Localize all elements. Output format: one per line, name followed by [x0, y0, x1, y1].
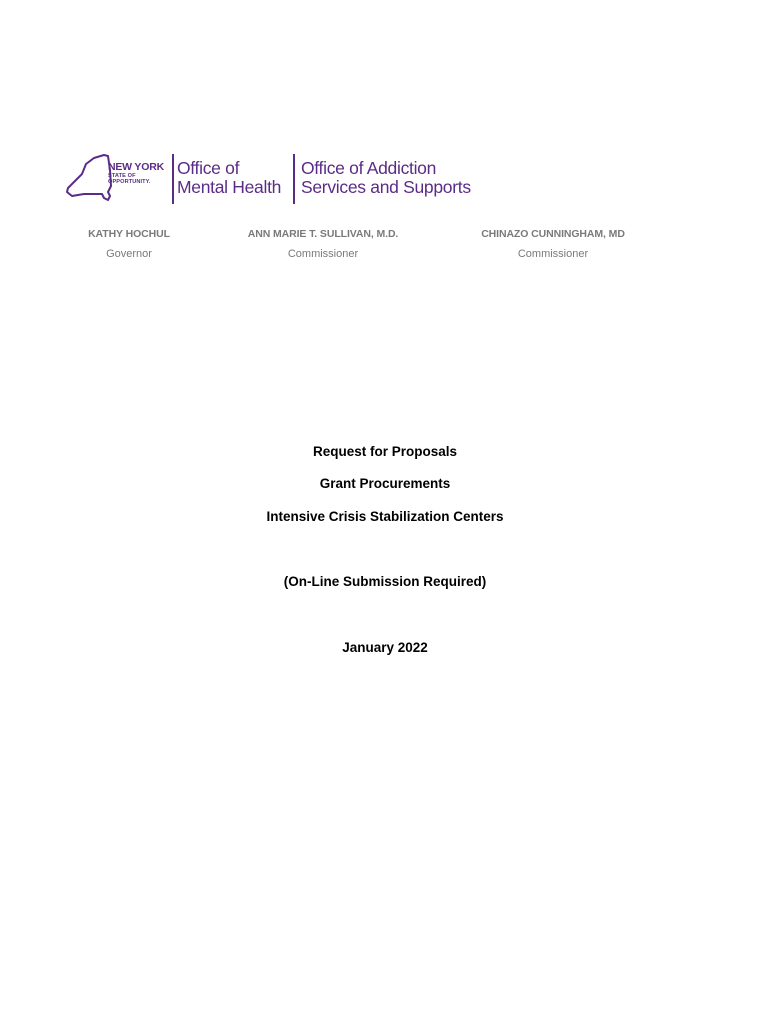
new-york-state-map-icon: [64, 152, 112, 204]
letterhead-divider: [172, 154, 174, 204]
official-title: Governor: [106, 248, 152, 260]
official-name: CHINAZO CUNNINGHAM, MD: [481, 228, 625, 240]
new-york-state-logo: [108, 162, 168, 186]
agency-oasas: [301, 159, 471, 197]
agency-omh-line-1: Office of: [177, 158, 240, 178]
document-type: Request for Proposals: [312, 444, 458, 459]
official-title: Commissioner: [287, 248, 359, 260]
official-name: ANN MARIE T. SULLIVAN, M.D.: [247, 228, 399, 240]
state-tagline-2: OPPORTUNITY.: [108, 179, 151, 186]
officials-row: [0, 228, 770, 268]
submission-note: (On-Line Submission Required): [283, 574, 487, 589]
official-omh-commissioner: [236, 228, 410, 260]
official-name: KATHY HOCHUL: [88, 228, 170, 240]
letterhead: [64, 150, 504, 210]
state-name: NEW YORK: [108, 161, 164, 173]
document-date: January 2022: [342, 640, 428, 655]
official-governor: [79, 228, 179, 260]
official-oasas-commissioner: [468, 228, 638, 260]
state-tagline-1: STATE OF: [108, 172, 136, 179]
letterhead-divider: [293, 154, 295, 204]
official-title: Commissioner: [517, 248, 589, 260]
agency-oasas-line-1: Office of Addiction: [301, 158, 437, 178]
agency-omh-line-2: Mental Health: [177, 177, 282, 197]
agency-omh: [177, 159, 281, 197]
agency-oasas-line-2: Services and Supports: [301, 177, 471, 197]
document-category: Grant Procurements: [319, 476, 451, 491]
document-title: Intensive Crisis Stabilization Centers: [266, 509, 504, 524]
